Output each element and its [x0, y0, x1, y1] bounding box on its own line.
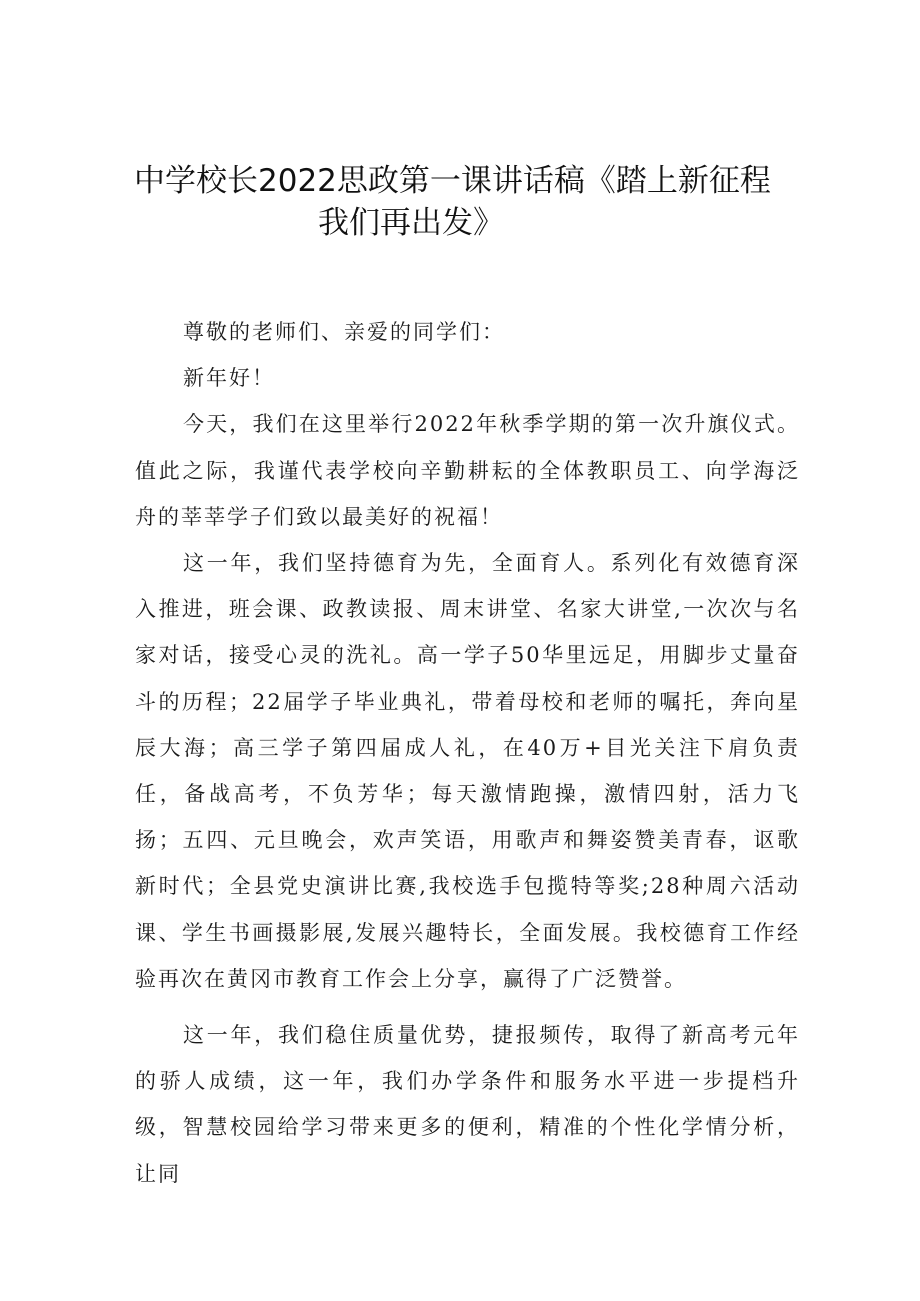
quality-paragraph: 这一年，我们稳住质量优势，捷报频传，取得了新高考元年的骄人成绩，这一年，我们办学条件和服务水平进一步提档升级，智慧校园给学习带来更多的便利，精准的个性化学情分析，让同: [135, 1023, 800, 1186]
title-line-1: 中学校长2022思政第一课讲话稿《踏上新征程: [134, 163, 771, 199]
document-title: [120, 160, 820, 244]
title-line-2: 我们再出发》: [318, 205, 504, 241]
document-body: [135, 309, 800, 1197]
moral-education-paragraph: 这一年，我们坚持德育为先，全面育人。系列化有效德育深入推进，班会课、政教读报、周末讲堂、名家大讲堂,一次次与名家对话，接受心灵的洗礼。高一学子50华里远足，用脚步丈量奋斗的历程；22届学子毕业典礼，带着母校和老师的嘱托，奔向星辰大海；高三学子第四届成人礼，在40万+目光关注下肩负责任，备战高考，不负芳华；每天激情跑操，激情四射，活力飞扬；五四、元旦晚会，欢声笑语，用歌声和舞姿赞美青春，讴歌新时代；全县党史演讲比赛,我校选手包揽特等奖;28种周六活动课、学生书画摄影展,发展兴趣特长，全面发展。我校德育工作经验再次在黄冈市教育工作会上分享，赢得了广泛赞誉。: [135, 551, 800, 991]
salutation-paragraph: 尊敬的老师们、亲爱的同学们：: [183, 320, 505, 344]
opening-paragraph: 今天，我们在这里举行2022年秋季学期的第一次升旗仪式。值此之际，我谨代表学校向辛勤耕耘的全体教职员工、向学海泛舟的莘莘学子们致以最美好的祝福！: [135, 412, 800, 529]
greeting-paragraph: 新年好！: [183, 366, 275, 391]
